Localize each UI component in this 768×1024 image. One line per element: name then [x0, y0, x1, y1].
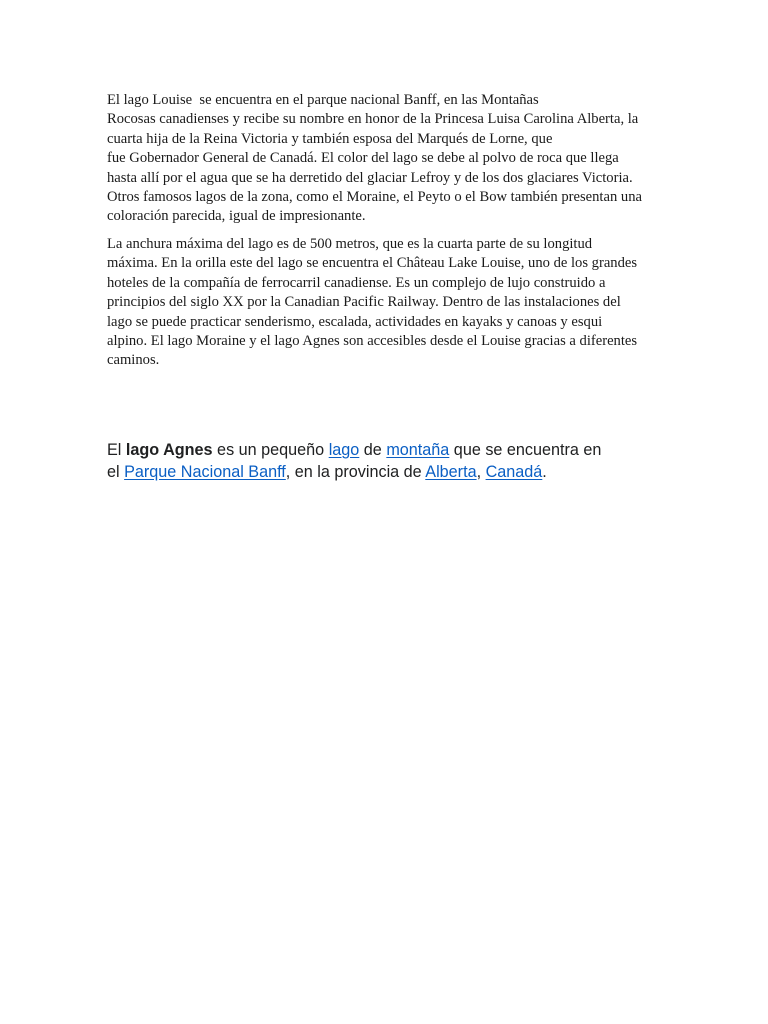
paragraph-line: Rocosas canadienses y recibe su nombre en honor de la Princesa Luisa Carolina Alberta, la: [107, 111, 639, 128]
paragraph-line: lago se puede practicar senderismo, escalada, actividades en kayaks y canoas y esqui: [107, 313, 603, 330]
paragraph-line: caminos.: [107, 352, 160, 369]
paragraph-line: hoteles de la compañía de ferrocarril canadiense. Es un complejo de lujo construido a: [107, 274, 606, 291]
link-lago[interactable]: lago: [328, 441, 360, 459]
paragraph-line: cuarta hija de la Reina Victoria y también esposa del Marqués de Lorne, que: [107, 130, 553, 147]
wiki-text: .: [542, 463, 547, 481]
link-montana[interactable]: montaña: [386, 441, 450, 459]
paragraph-line: coloración parecida, igual de impresionante.: [107, 208, 366, 225]
wiki-text: es un pequeño: [212, 441, 329, 459]
paragraph-line: fue Gobernador General de Canadá. El color del lago se debe al polvo de roca que llega: [107, 150, 619, 167]
paragraph-lake-louise: [107, 91, 667, 227]
paragraph-line: Otros famosos lagos de la zona, como el Moraine, el Peyto o el Bow también presentan una: [107, 189, 642, 206]
wiki-text: de: [359, 441, 387, 459]
wiki-text: el: [107, 463, 125, 481]
link-canada[interactable]: Canadá: [485, 463, 543, 481]
paragraph-line: hasta allí por el agua que se ha derretido del glaciar Lefroy y de los dos glaciares Victoria.: [107, 169, 633, 186]
paragraph-line: El lago Louise se encuentra en el parque nacional Banff, en las Montañas: [107, 92, 539, 108]
paragraph-line: alpino. El lago Moraine y el lago Agnes son accesibles desde el Louise gracias a diferentes: [107, 333, 638, 350]
wiki-text: , en la provincia de: [285, 463, 426, 481]
link-alberta[interactable]: Alberta: [425, 463, 477, 481]
paragraph-line: La anchura máxima del lago es de 500 metros, que es la cuarta parte de su longitud: [107, 236, 593, 252]
wiki-text: ,: [476, 463, 486, 481]
link-parque-nacional-banff[interactable]: Parque Nacional Banff: [124, 463, 286, 481]
wiki-text: que se encuentra en: [449, 441, 602, 459]
paragraph-line: máxima. En la orilla este del lago se encuentra el Château Lake Louise, uno de los grandes: [107, 255, 638, 272]
wiki-text: El: [107, 441, 126, 459]
wiki-bold-term: lago Agnes: [125, 441, 213, 459]
wiki-line-2: [107, 461, 667, 483]
paragraph-lake-dimensions: [107, 235, 667, 371]
wiki-excerpt-lago-agnes: [107, 439, 667, 483]
wiki-line-1: [107, 439, 667, 461]
paragraph-line: principios del siglo XX por la Canadian Pacific Railway. Dentro de las instalaciones del: [107, 294, 621, 311]
